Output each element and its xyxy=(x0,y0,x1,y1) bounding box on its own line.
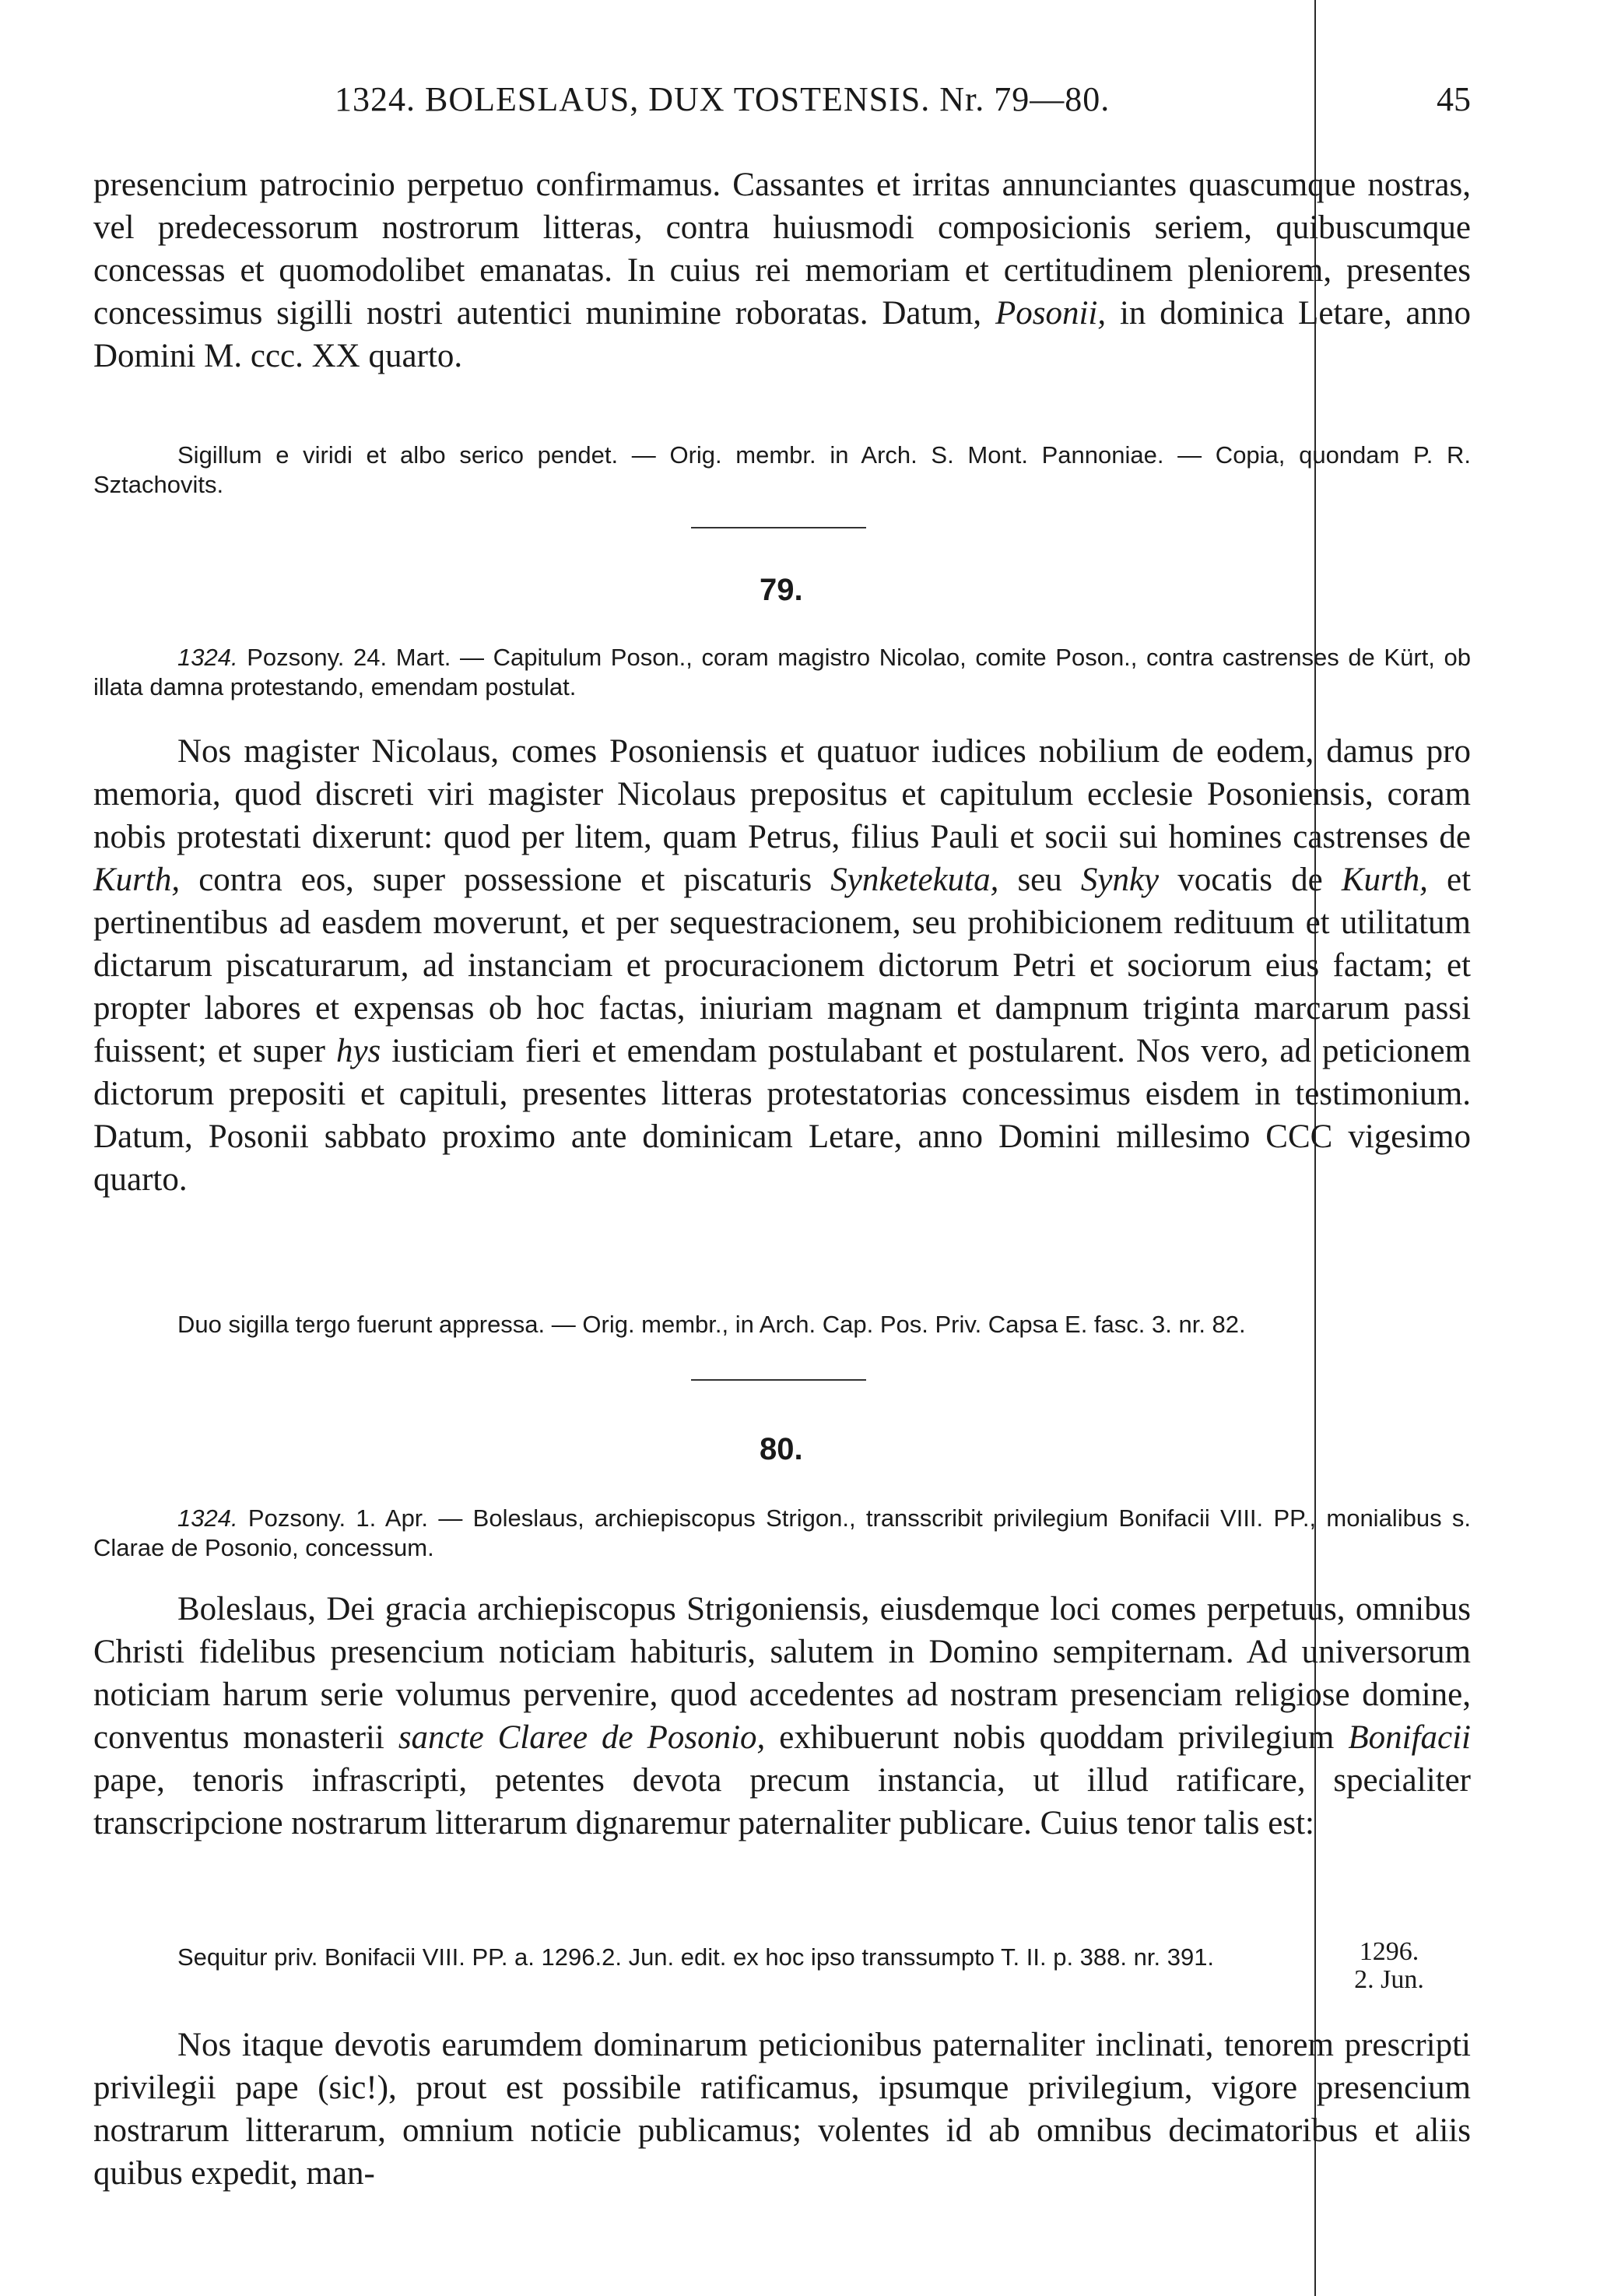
doc-79-number: 79. xyxy=(760,573,803,607)
separator-rule xyxy=(691,527,866,528)
separator-rule xyxy=(691,1379,866,1381)
doc-80-number: 80. xyxy=(760,1432,803,1466)
doc-80-regest: 1324. Pozsony. 1. Apr. — Boleslaus, archiepiscopus Strigon., transscribit privilegium Bonifacii VIII. PP., monialibus s. Clarae de Posonio, concessum. xyxy=(93,1504,1471,1561)
page-number: 45 xyxy=(1437,80,1471,118)
running-title: 1324. BOLESLAUS, DUX TOSTENSIS. Nr. 79—80. xyxy=(335,80,1111,118)
prev-doc-text: presencium patrocinio perpetuo confirmamus. Cassantes et irritas annunciantes quascumque nostras, vel predecessorum nostrorum litteras, contra huiusmodi composicionis seriem, quibuscumque concessas et quomodolibet emanatas. In cuius rei memoriam et certitudinem pleniorem, presentes concessimus sigilli nostri autentici munimine roboratas. Datum, Posonii, in dominica Letare, anno Domini M. ccc. XX quarto. xyxy=(93,167,1471,374)
doc-79-text: Nos magister Nicolaus, comes Posoniensis et quatuor iudices nobilium de eodem, damus pro memoria, quod discreti viri magister Nicolaus prepositus et capitulum ecclesie Posoniensis, coram nobis protestati dixerunt: quod per litem, quam Petrus, filius Pauli et socii sui homines castrenses de Kurth, contra eos, super possessione et piscaturis Synketekuta, seu Synky vocatis de Kurth, et pertinentibus ad easdem moverunt, et per sequestracionem, seu prohibicionem redituum et utilitatum dictarum piscaturarum, ad instanciam et procuracionem dictorum Petri et sociorum eius factam; et propter labores et expensas ob hoc factas, iniuriam magnam et dampnum triginta marcarum passi fuissent; et super hys iusticiam fieri et emendam postulabant et postularent. Nos vero, ad peticionem dictorum prepositi et capituli, presentes litteras protestatorias concessimus eisdem in testimonium. Datum, Posonii sabbato proximo ante dominicam Letare, anno Domini millesimo CCC vigesimo quarto. xyxy=(93,733,1472,1198)
margin-date-note: 1296. 2. Jun. xyxy=(1354,1937,1424,1994)
doc-80-text: Boleslaus, Dei gracia archiepiscopus Strigoniensis, eiusdemque loci comes perpetuus, omnibus Christi fidelibus presencium noticiam habituris, salutem in Domino sempiternam. Ad universorum noticiam harum serie volumus pervenire, quod accedentes ad nostram presenciam religiose domine, conventus monasterii sancte Claree de Posonio, exhibuerunt nobis quoddam privilegium Bonifacii pape, tenoris infrascripti, petentes devota precum instancia, ut illud ratificare, specialiter transcripcione nostrarum litterarum dignaremur paternaliter publicare. Cuius tenor talis est: xyxy=(93,1591,1471,1841)
doc-79-regest: 1324. Pozsony. 24. Mart. — Capitulum Poson., coram magistro Nicolao, comite Poson., contra castrenses de Kürt, ob illata damna protestando, emendam postulat. xyxy=(93,644,1471,700)
doc-80-note: Sequitur priv. Bonifacii VIII. PP. a. 1296.2. Jun. edit. ex hoc ipso transsumpto T. II. p. 388. nr. 391. xyxy=(177,1943,1215,1971)
doc-80-text-continued: Nos itaque devotis earumdem dominarum peticionibus paternaliter inclinati, tenorem prescripti privilegii pape (sic!), prout est possibile ratificamus, ipsumque privilegium, vigore presencium nostrarum litterarum, omnium noticie publicamus; volentes id ab omnibus decimatoribus et aliis quibus expedit, man- xyxy=(93,2027,1471,2192)
running-header xyxy=(93,79,1471,126)
doc-79-note: Duo sigilla tergo fuerunt appressa. — Orig. membr., in Arch. Cap. Pos. Priv. Capsa E. fasc. 3. nr. 82. xyxy=(177,1311,1246,1338)
prev-doc-note: Sigillum e viridi et albo serico pendet. — Orig. membr. in Arch. S. Mont. Pannoniae. — Copia, quondam P. R. Sztachovits. xyxy=(93,441,1471,498)
